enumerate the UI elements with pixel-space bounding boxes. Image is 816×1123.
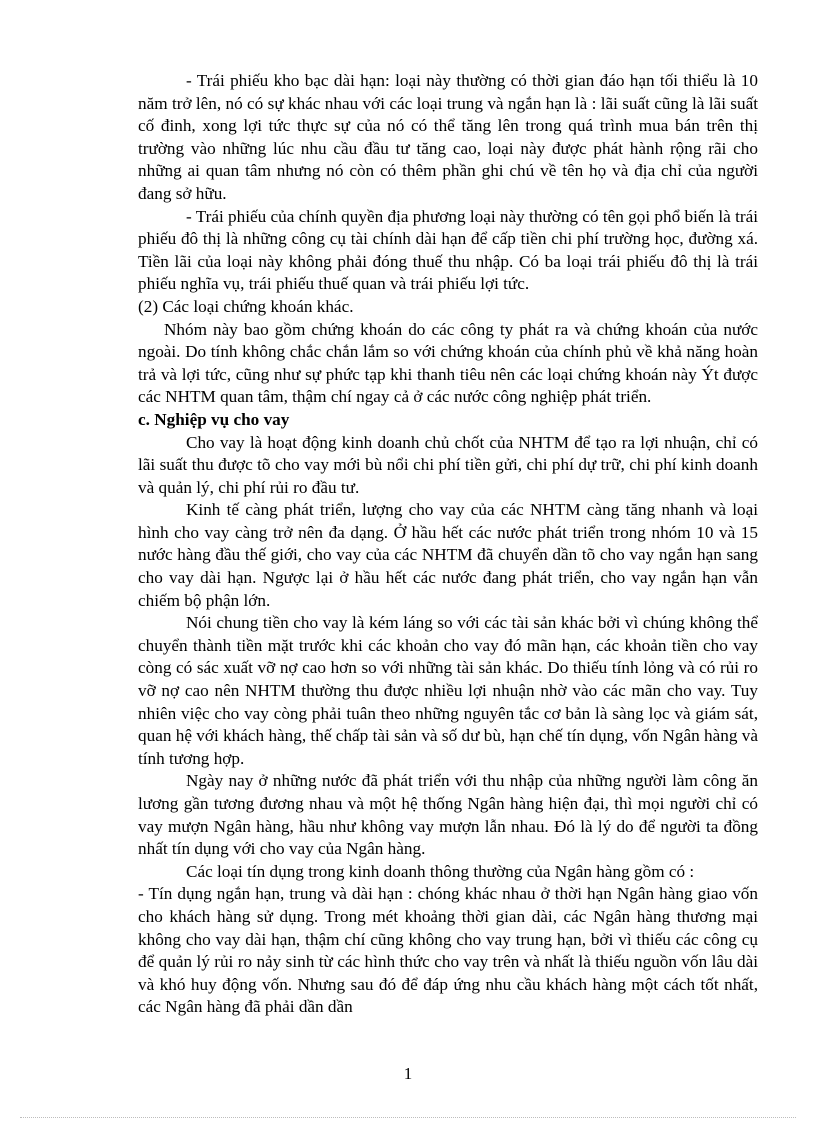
page-bottom-divider	[20, 1117, 796, 1118]
paragraph-lending-growth: Kinh tế càng phát triển, lượng cho vay của các NHTM càng tăng nhanh và loại hình cho vay càng trở nên đa dạng. Ở hầu hết các nước phát triển trong nhóm 10 và 15 nước hàng đầu thế giới, cho vay của các NHTM đã chuyển dần tõ cho vay ngắn hạn sang cho vay dài hạn. Ngược lại ở hầu hết các nước đang phát triển, cho vay ngắn hạn vẫn chiếm bộ phận lớn.	[138, 500, 758, 610]
subheading-other-securities: (2) Các loại chứng khoán khác.	[138, 296, 354, 316]
paragraph-credit-terms: - Tín dụng ngắn hạn, trung và dài hạn : chóng khác nhau ở thời hạn Ngân hàng giao vốn cho khách hàng sử dụng. Trong mét khoảng thời gian dài, các Ngân hàng thương mại không cho vay dài hạn, thậm chí cũng không cho vay trung hạn, bởi vì thiếu các công cụ để quản lý rủi ro nảy sinh từ các hình thức cho vay trên và nhất là thiếu nguồn vốn lâu dài và khó huy động vốn. Nhưng sau đó để đáp ứng nhu cầu khách hàng một cách tốt nhất, các Ngân hàng đã phải dần dần	[138, 884, 758, 1017]
document-page	[138, 70, 758, 1019]
page-number: 1	[403, 1064, 413, 1083]
paragraph-lending-modern: Ngày nay ở những nước đã phát triển với thu nhập của những người làm công ăn lương gần tương đương nhau và một hệ thống Ngân hàng hiện đại, thì mọi người chỉ có vay mượn Ngân hàng, hầu như không vay mượn lẫn nhau. Đó là lý do để người ta đồng nhất tín dụng với cho vay của Ngân hàng.	[138, 771, 758, 859]
paragraph-credit-types-intro: Các loại tín dụng trong kinh doanh thông thường của Ngân hàng gồm có :	[186, 861, 695, 881]
section-heading-lending: c. Nghiệp vụ cho vay	[138, 409, 290, 429]
paragraph-lending-liquidity: Nói chung tiền cho vay là kém láng so với các tài sản khác bởi vì chúng không thể chuyển thành tiền mặt trước khi các khoản cho vay đó mãn hạn, các khoản tiền cho vay còng có sác xuất vỡ nợ cao hơn so với những tài sản khác. Do thiếu tính lỏng và có rủi ro vỡ nợ cao nên NHTM thường thu được nhiều lợi nhuận nhờ vào các mãn cho vay. Tuy nhiên việc cho vay còng phải tuân theo những nguyên tắc cơ bản là sàng lọc và giám sát, quan hệ với khách hàng, thế chấp tài sản và số dư bù, hạn chế tín dụng, vốn Ngân hàng và tính tương hợp.	[138, 613, 758, 768]
paragraph-lending-intro: Cho vay là hoạt động kinh doanh chủ chốt của NHTM để tạo ra lợi nhuận, chỉ có lãi suất thu được tõ cho vay mới bù nổi chi phí tiền gửi, chi phí dự trữ, chi phí kinh doanh và quản lý, chi phí rủi ro đầu tư.	[138, 432, 758, 497]
paragraph-municipal-bonds: - Trái phiếu của chính quyền địa phương loại này thường có tên gọi phổ biến là trái phiếu đô thị là những công cụ tài chính dài hạn để cấp tiền chi phí trường học, đường xá. Tiền lãi của loại này không phải đóng thuế thu nhập. Có ba loại trái phiếu đô thị là trái phiếu nghĩa vụ, trái phiếu thuế quan và trái phiếu lợi tức.	[138, 206, 758, 294]
paragraph-treasury-bonds: - Trái phiếu kho bạc dài hạn: loại này thường có thời gian đáo hạn tối thiểu là 10 năm trở lên, nó có sự khác nhau với các loại trung và ngắn hạn là : lãi suất cũng là lãi suất cố đinh, xong lợi tức thực sự của nó có thể tăng lên trong quá trình mua bán trên thị trường vào những lúc nhu cầu đầu tư tăng cao, loại này được phát hành rộng rãi cho những ai quan tâm nhưng nó còn có thêm phần ghi chú về tên họ và địa chỉ của người đang sở hữu.	[138, 71, 758, 203]
paragraph-other-securities: Nhóm này bao gồm chứng khoán do các công ty phát ra và chứng khoán của nước ngoài. Do tính không chắc chắn lắm so với chứng khoán của chính phủ về khả năng hoàn trả và lợi tức, cũng như sự phức tạp khi thanh tiêu nên các loại chứng khoán này Ýt được các NHTM quan tâm, thậm chí ngay cả ở các nước công nghiệp phát triển.	[138, 319, 758, 407]
